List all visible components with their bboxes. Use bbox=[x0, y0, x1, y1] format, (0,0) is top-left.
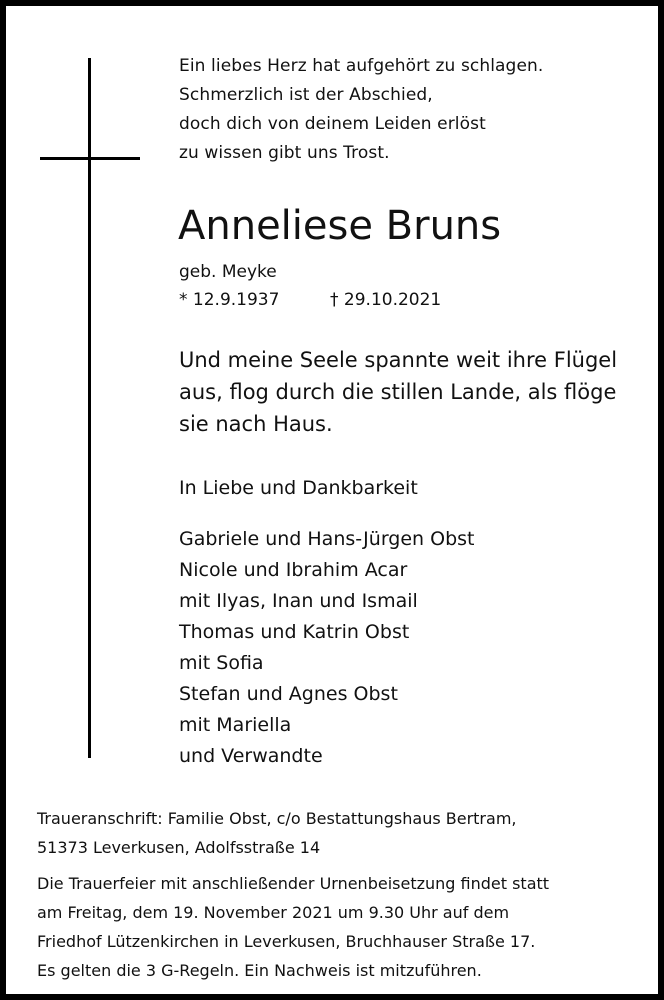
family-member: Nicole und Ibrahim Acar bbox=[179, 559, 408, 581]
birth-date: * 12.9.1937 bbox=[179, 290, 280, 310]
death-date: † 29.10.2021 bbox=[330, 290, 442, 310]
ceremony-line: am Freitag, dem 19. November 2021 um 9.30 Uhr auf dem bbox=[37, 903, 510, 922]
motto-line: Ein liebes Herz hat aufgehört zu schlagen. bbox=[179, 56, 544, 76]
ceremony-line: Es gelten die 3 G-Regeln. Ein Nachweis ist mitzuführen. bbox=[37, 961, 482, 980]
maiden-name: geb. Meyke bbox=[179, 262, 277, 282]
address-line: 51373 Leverkusen, Adolfsstraße 14 bbox=[37, 838, 321, 857]
poem-line: aus, flog durch die stillen Lande, als flöge bbox=[179, 380, 617, 404]
poem-line: Und meine Seele spannte weit ihre Flügel bbox=[179, 348, 618, 372]
poem-line: sie nach Haus. bbox=[179, 412, 333, 436]
family-member: mit Ilyas, Inan und Ismail bbox=[179, 590, 418, 612]
ceremony-line: Die Trauerfeier mit anschließender Urnenbeisetzung findet statt bbox=[37, 874, 550, 893]
ceremony-line: Friedhof Lützenkirchen in Leverkusen, Bruchhauser Straße 17. bbox=[37, 932, 536, 951]
motto-verse bbox=[179, 52, 543, 168]
motto-line: Schmerzlich ist der Abschied, bbox=[179, 85, 433, 105]
ceremony-notice bbox=[37, 869, 549, 985]
family-member: und Verwandte bbox=[179, 745, 323, 767]
motto-line: doch dich von deinem Leiden erlöst bbox=[179, 114, 486, 134]
address-line: Traueranschrift: Familie Obst, c/o Bestattungshaus Bertram, bbox=[37, 809, 517, 828]
family-member: mit Mariella bbox=[179, 714, 292, 736]
mourning-address bbox=[37, 804, 516, 862]
life-dates bbox=[179, 286, 442, 314]
family-member: Stefan und Agnes Obst bbox=[179, 683, 398, 705]
family-member: mit Sofia bbox=[179, 652, 264, 674]
thanks-line: In Liebe und Dankbarkeit bbox=[179, 477, 418, 499]
family-list bbox=[179, 524, 475, 772]
family-member: Thomas und Katrin Obst bbox=[179, 621, 410, 643]
deceased-name: Anneliese Bruns bbox=[178, 203, 502, 249]
poem-verse bbox=[179, 344, 617, 440]
motto-line: zu wissen gibt uns Trost. bbox=[179, 143, 390, 163]
cross-horizontal-bar bbox=[40, 157, 140, 160]
cross-vertical-bar bbox=[88, 58, 91, 758]
family-member: Gabriele und Hans-Jürgen Obst bbox=[179, 528, 475, 550]
